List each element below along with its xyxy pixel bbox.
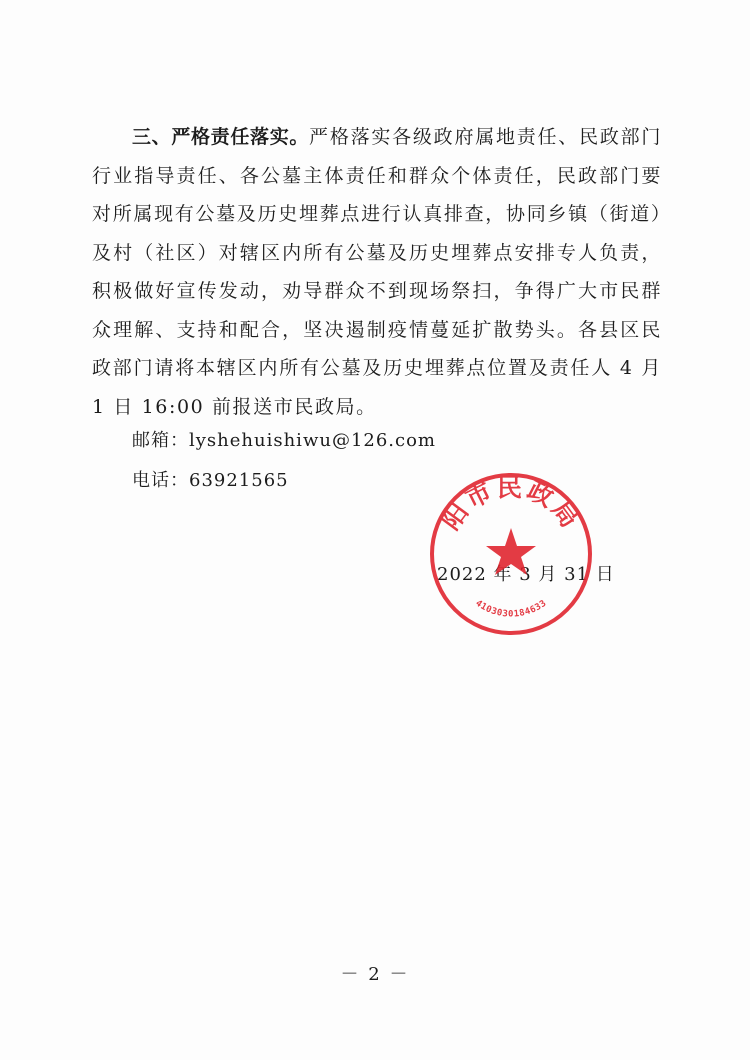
paragraph-body: 严格落实各级政府属地责任、民政部门行业指导责任、各公墓主体责任和群众个体责任，民政部门要对所属现有公墓及历史埋葬点进行认真排查，协同乡镇（街道）及村（社区）对辖区内所有公墓及历史埋葬点安排专人负责，积极做好宣传发动，劝导群众不到现场祭扫，争得广大市民群众理解、支持和配合，坚决遏制疫情蔓延扩散势头。各县区民政部门请将本辖区内所有公墓及历史埋葬点位置及责任人 4 月 1 日 16:00 前报送市民政局。 — [92, 126, 662, 418]
issue-date: 2022 年 3 月 31 日 — [437, 564, 615, 585]
page-number: － 2 － — [340, 964, 410, 985]
contact-email-line — [132, 429, 436, 453]
seal-arc-text: 阳市民政局 — [435, 472, 587, 536]
email-address: lyshehuishiwu@126.com — [189, 430, 437, 451]
responsibility-paragraph — [92, 118, 662, 426]
official-seal — [427, 470, 595, 638]
phone-label: 电话： — [132, 470, 189, 491]
section-heading: 三、严格责任落实。 — [132, 126, 310, 148]
contact-phone-line — [132, 469, 289, 493]
phone-number: 63921565 — [189, 470, 289, 491]
email-label: 邮箱： — [132, 430, 189, 451]
seal-star-icon — [486, 528, 536, 575]
seal-number: 4103030184633 — [473, 598, 549, 620]
